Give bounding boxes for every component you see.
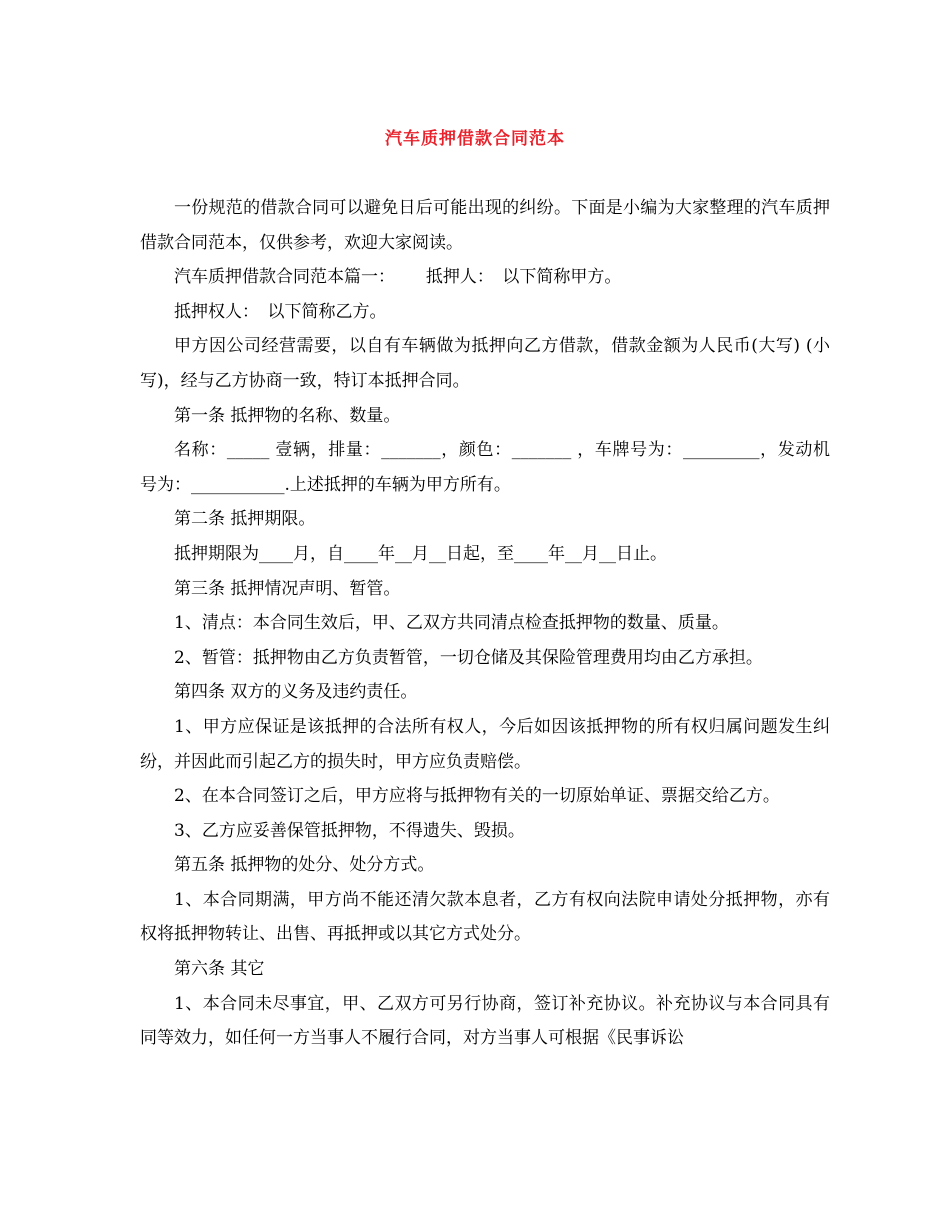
- document-title: 汽车质押借款合同范本: [385, 129, 565, 149]
- article-3-heading: 第三条 抵押情况声明、暂管。: [174, 578, 401, 599]
- article-3-item-1: 1、清点：本合同生效后，甲、乙双方共同清点检查抵押物的数量、质量。: [174, 613, 729, 634]
- paragraph-party-a: 汽车质押借款合同范本篇一： 抵押人： 以下简称甲方。: [174, 267, 622, 288]
- article-3-item-2: 2、暂管：抵押物由乙方负责暂管，一切仓储及其保险管理费用均由乙方承担。: [174, 647, 763, 668]
- article-4-item-1: 1、甲方应保证是该抵押的合法所有权人，今后如因该抵押物的所有权归属问题发生纠纷，并因此而引起乙方的损失时，甲方应负责赔偿。: [140, 716, 830, 772]
- article-6-item-1: 1、本合同未尽事宜，甲、乙双方可另行协商，签订补充协议。补充协议与本合同具有同等效力，如任何一方当事人不履行合同，对方当事人可根据《民事诉讼: [140, 993, 830, 1049]
- article-2-term: 抵押期限为____月，自____年__月__日起，至____年__月__日止。: [174, 543, 667, 564]
- article-2-heading: 第二条 抵押期限。: [174, 509, 316, 530]
- article-5-heading: 第五条 抵押物的处分、处分方式。: [174, 855, 435, 876]
- article-4-item-3: 3、乙方应妥善保管抵押物，不得遗失、毁损。: [174, 820, 525, 841]
- article-1-vehicle-details: 名称：_____ 壹辆，排量：_______，颜色：_______ ，车牌号为：_________，发动机号为：___________.上述抵押的车辆为甲方所有。: [140, 440, 830, 495]
- article-6-heading: 第六条 其它: [174, 959, 265, 980]
- article-5-item-1: 1、本合同期满，甲方尚不能还清欠款本息者，乙方有权向法院申请处分抵押物，亦有权将抵押物转让、出售、再抵押或以其它方式处分。: [140, 889, 830, 945]
- article-1-heading: 第一条 抵押物的名称、数量。: [174, 405, 401, 426]
- article-4-item-2: 2、在本合同签订之后，甲方应将与抵押物有关的一切原始单证、票据交给乙方。: [174, 786, 780, 807]
- paragraph-intro: 一份规范的借款合同可以避免日后可能出现的纠纷。下面是小编为大家整理的汽车质押借款合同范本，仅供参考，欢迎大家阅读。: [140, 198, 830, 253]
- document-body: [140, 191, 830, 1056]
- paragraph-party-b: 抵押权人： 以下简称乙方。: [174, 301, 387, 322]
- article-4-heading: 第四条 双方的义务及违约责任。: [174, 682, 418, 703]
- paragraph-purpose: 甲方因公司经营需要，以自有车辆做为抵押向乙方借款，借款金额为人民币(大写) (小写)，经与乙方协商一致，特订本抵押合同。: [140, 336, 830, 391]
